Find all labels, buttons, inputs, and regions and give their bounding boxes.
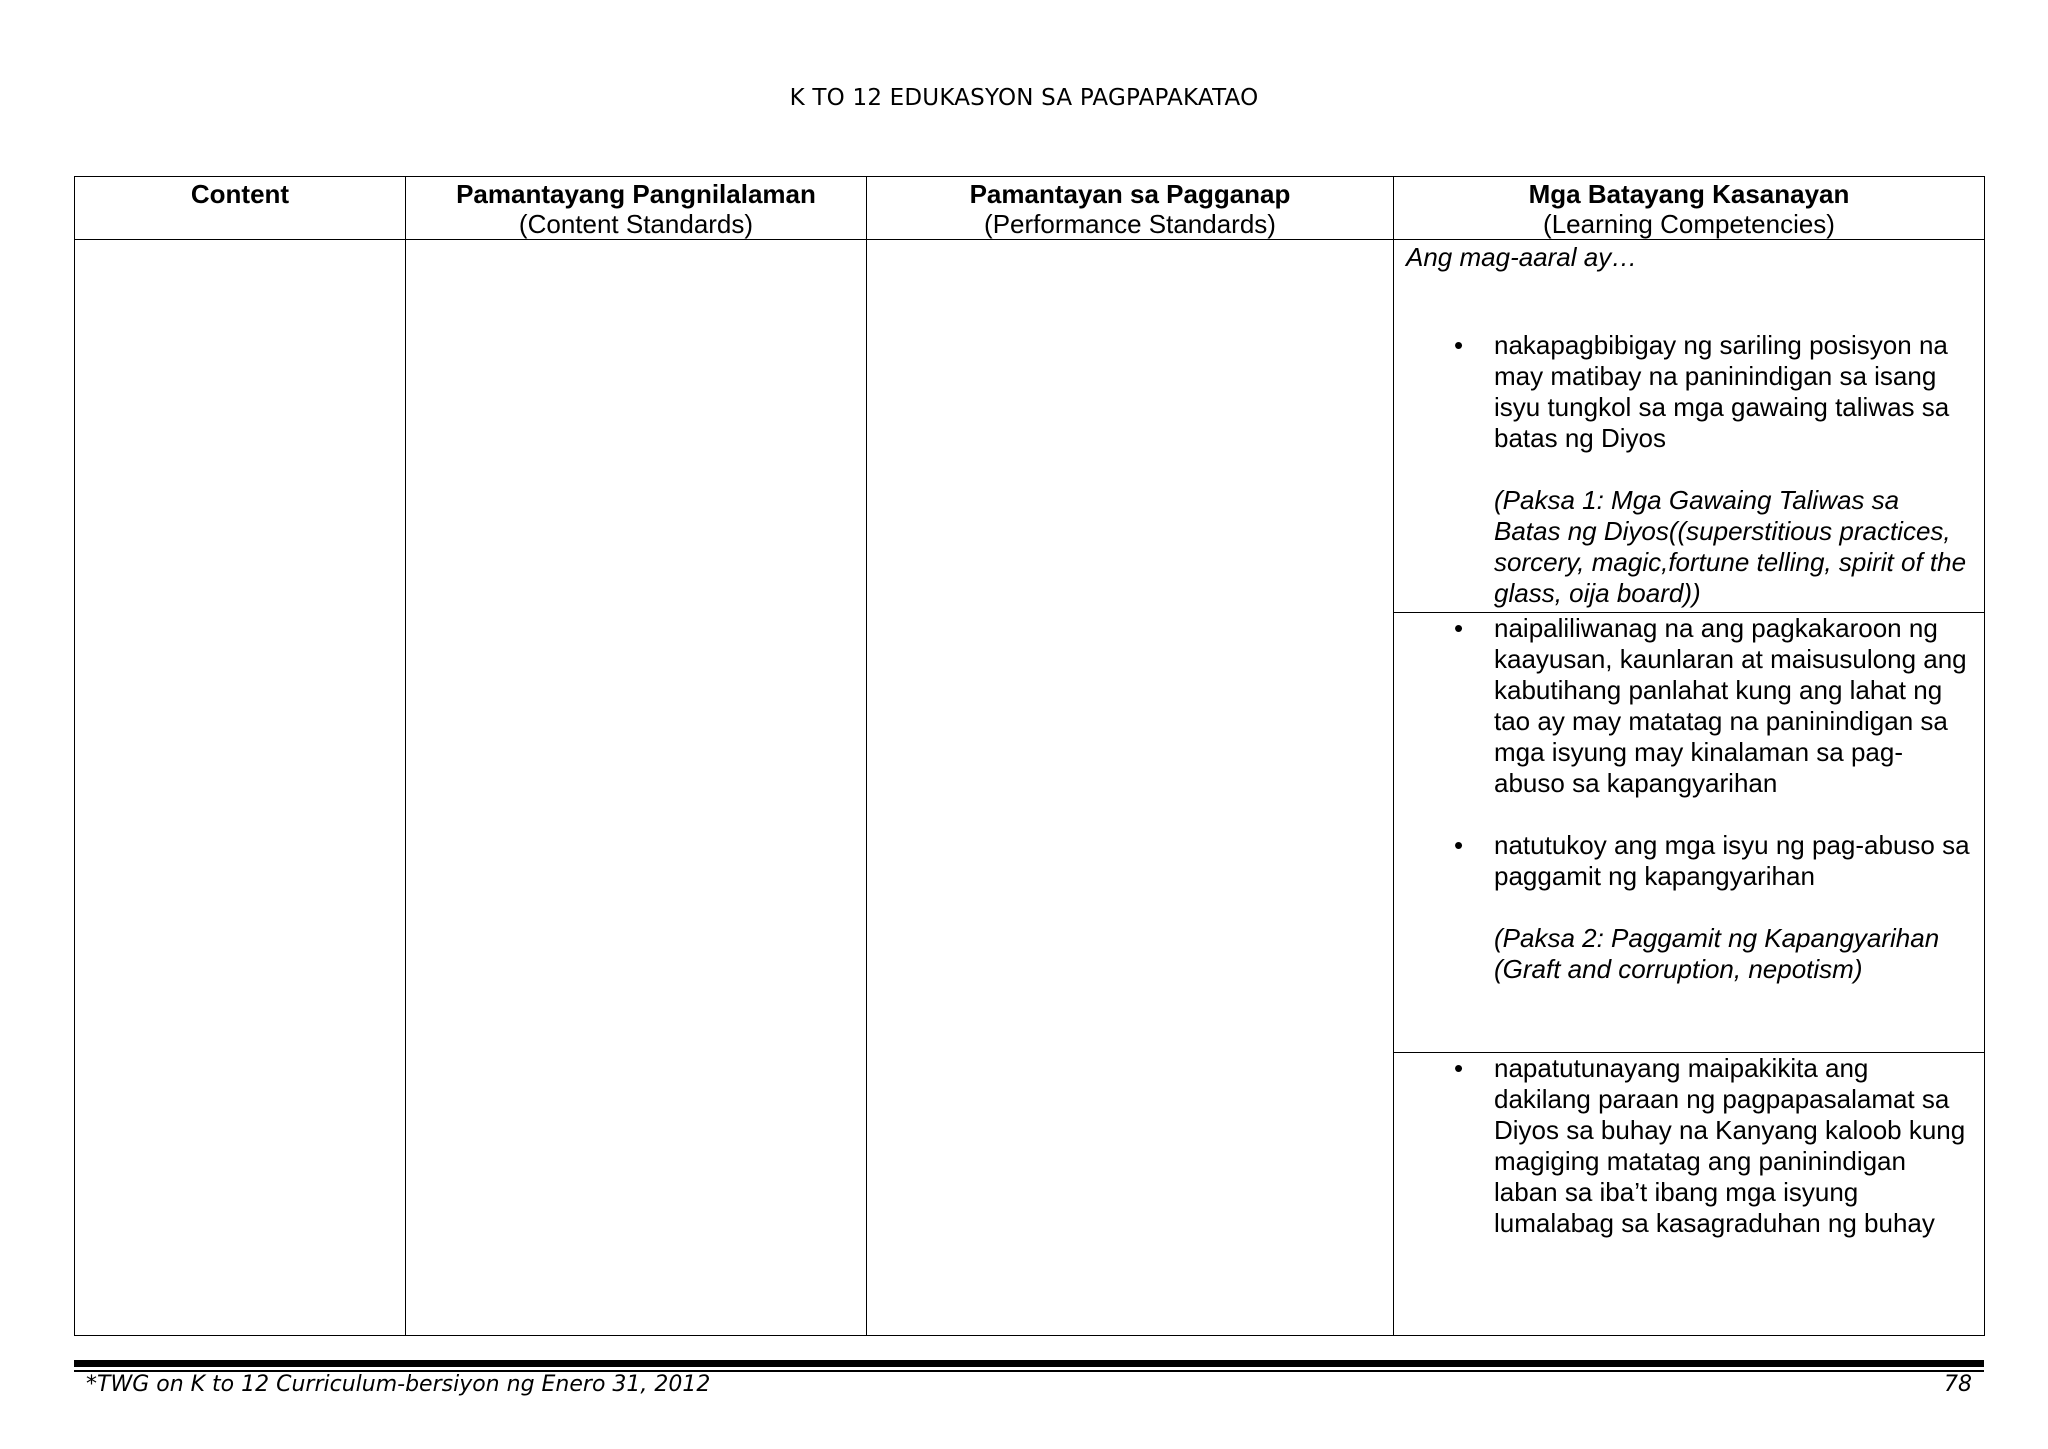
- bullet-icon: •: [1454, 613, 1464, 643]
- list-item: [1394, 1053, 1972, 1239]
- column-title: Content: [190, 179, 290, 209]
- competency-text: nakapagbibigay ng sariling posisyon na may matibay na paninindigan sa isang isyu tungkol sa mga gawaing taliwas sa batas ng Diyos: [1494, 330, 1950, 453]
- column-subtitle: (Content Standards): [518, 209, 754, 239]
- content-cell: [75, 240, 406, 1336]
- column-header-content-standards: [406, 177, 867, 240]
- list-item: [1394, 830, 1972, 892]
- curriculum-table: [74, 176, 1985, 1336]
- competency-cell: [1394, 240, 1985, 613]
- competency-text: natutukoy ang mga isyu ng pag-abuso sa paggamit ng kapangyarihan: [1494, 830, 1970, 891]
- table-header-row: [75, 177, 1985, 240]
- intro-text: Ang mag-aaral ay…: [1406, 242, 1638, 272]
- footer-rule: [74, 1360, 1984, 1367]
- bullet-icon: •: [1454, 1053, 1464, 1083]
- competency-cell: [1394, 1053, 1985, 1336]
- competency-list: [1394, 330, 1984, 454]
- competency-list: [1394, 1053, 1984, 1239]
- table-row: [75, 240, 1985, 613]
- page-number: 78: [1944, 1372, 1972, 1397]
- column-header-learning-competencies: [1394, 177, 1985, 240]
- column-title: Pamantayang Pangnilalaman: [456, 179, 816, 209]
- list-item: [1394, 613, 1972, 799]
- page-header: K TO 12 EDUKASYON SA PAGPAPAKATAO: [789, 85, 1259, 111]
- column-title: Pamantayan sa Pagganap: [969, 179, 1291, 209]
- bullet-icon: •: [1454, 830, 1464, 860]
- footer-note: *TWG on K to 12 Curriculum-bersiyon ng Enero 31, 2012: [86, 1372, 711, 1397]
- column-subtitle: (Learning Competencies): [1543, 209, 1835, 239]
- bullet-icon: •: [1454, 330, 1464, 360]
- content-standards-cell: [406, 240, 867, 1336]
- topic-text: (Paksa 1: Mga Gawaing Taliwas sa Batas ng Diyos((superstitious practices, sorcery, magic,fortune telling, spirit of the glass, oija board)): [1494, 485, 1967, 608]
- competency-cell: [1394, 613, 1985, 1053]
- column-title: Mga Batayang Kasanayan: [1528, 179, 1850, 209]
- column-header-content: [75, 177, 406, 240]
- competency-text: naipaliliwanag na ang pagkakaroon ng kaayusan, kaunlaran at maisusulong ang kabutihang panlahat kung ang lahat ng tao ay may matatag na paninindigan sa mga isyung may kinalaman sa pag-abuso sa kapangyarihan: [1494, 613, 1967, 798]
- column-header-performance-standards: [867, 177, 1394, 240]
- list-item: [1394, 330, 1972, 454]
- competency-text: napatutunayang maipakikita ang dakilang paraan ng pagpapasalamat sa Diyos sa buhay na Kanyang kaloob kung magiging matatag ang paninindigan laban sa iba’t ibang mga isyung lumalabag sa kasagraduhan ng buhay: [1494, 1053, 1966, 1238]
- topic-text: (Paksa 2: Paggamit ng Kapangyarihan (Graft and corruption, nepotism): [1494, 923, 1940, 984]
- performance-standards-cell: [867, 240, 1394, 1336]
- competency-list: [1394, 613, 1984, 892]
- column-subtitle: (Performance Standards): [984, 209, 1276, 239]
